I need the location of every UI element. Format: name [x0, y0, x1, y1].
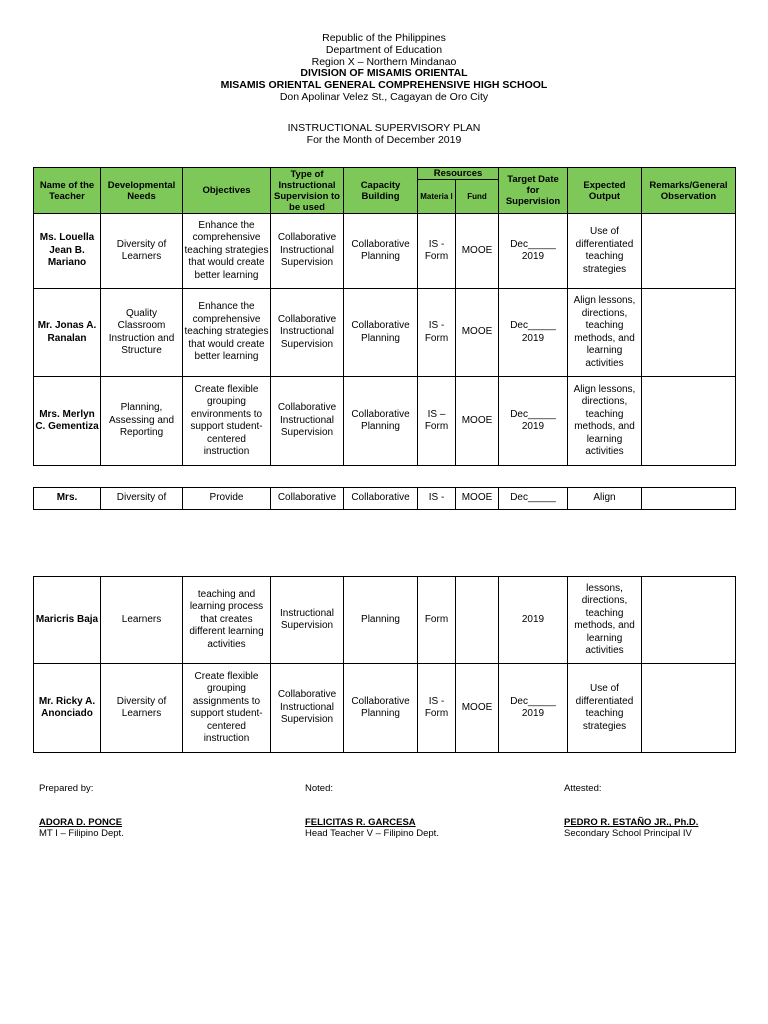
fund: MOOE — [456, 214, 499, 289]
supervision-type: Collaborative Instructional Supervision — [271, 214, 344, 289]
header-line-region: Region X – Northern Mindanao — [311, 55, 457, 68]
attester-name: PEDRO R. ESTAÑO JR., Ph.D. — [564, 817, 699, 828]
signature-noted — [305, 783, 439, 839]
col-header-resources: Resources — [418, 168, 499, 180]
target-date: Dec_____ — [499, 488, 568, 510]
prepared-by-label: Prepared by: — [39, 783, 94, 794]
noter-name: FELICITAS R. GARCESA — [305, 817, 416, 828]
objectives: Create flexible grouping environments to support student-centered instruction — [183, 377, 271, 466]
supervision-type: Instructional Supervision — [271, 577, 344, 664]
supervisory-plan-table-continued — [33, 576, 736, 753]
capacity-building: Collaborative — [344, 488, 418, 510]
fund — [456, 577, 499, 664]
noter-position: Head Teacher V – Filipino Dept. — [305, 828, 439, 839]
document-header — [0, 33, 768, 104]
table-row — [34, 289, 736, 377]
material: IS – Form — [418, 377, 456, 466]
signature-attested — [564, 783, 698, 839]
teacher-name: Mrs. Merlyn C. Gementiza — [34, 377, 101, 466]
col-header-output: Expected Output — [568, 168, 642, 214]
header-line-department: Department of Education — [325, 43, 443, 56]
material: IS - Form — [418, 214, 456, 289]
supervision-type: Collaborative Instructional Supervision — [271, 289, 344, 377]
material: IS - Form — [418, 289, 456, 377]
objectives: teaching and learning process that creates different learning activities — [183, 577, 271, 664]
col-header-capacity: Capacity Building — [344, 168, 418, 214]
material: Form — [418, 577, 456, 664]
col-header-name: Name of the Teacher — [34, 168, 101, 214]
table-row — [34, 377, 736, 466]
expected-output: lessons, directions, teaching methods, and learning activities — [568, 577, 642, 664]
table-row — [34, 214, 736, 289]
expected-output: Use of differentiated teaching strategies — [568, 214, 642, 289]
table-row — [34, 488, 736, 510]
objectives: Create flexible grouping assignments to support student-centered instruction — [183, 664, 271, 753]
col-header-target: Target Date for Supervision — [499, 168, 568, 214]
objectives: Provide — [183, 488, 271, 510]
material: IS - Form — [418, 664, 456, 753]
fund: MOOE — [456, 289, 499, 377]
target-date: 2019 — [499, 577, 568, 664]
plan-subtitle: For the Month of December 2019 — [306, 133, 462, 146]
supervision-type: Collaborative Instructional Supervision — [271, 664, 344, 753]
expected-output: Align — [568, 488, 642, 510]
material: IS - — [418, 488, 456, 510]
remarks — [642, 577, 736, 664]
objectives: Enhance the comprehensive teaching strategies that would create better learning — [183, 289, 271, 377]
supervisory-plan-table — [33, 167, 736, 466]
attester-position: Secondary School Principal IV — [564, 828, 692, 839]
objectives: Enhance the comprehensive teaching strategies that would create better learning — [183, 214, 271, 289]
target-date: Dec_____ 2019 — [499, 664, 568, 753]
teacher-name: Mrs. — [34, 488, 101, 510]
developmental-needs: Learners — [101, 577, 183, 664]
preparer-name: ADORA D. PONCE — [39, 817, 123, 828]
remarks — [642, 214, 736, 289]
col-header-fund: Fund — [456, 180, 499, 214]
target-date: Dec_____ 2019 — [499, 377, 568, 466]
developmental-needs: Planning, Assessing and Reporting — [101, 377, 183, 466]
target-date: Dec_____ 2019 — [499, 289, 568, 377]
teacher-name: Ms. Louella Jean B. Mariano — [34, 214, 101, 289]
signature-prepared — [39, 783, 124, 839]
supervisory-plan-table-split-top — [33, 487, 736, 510]
capacity-building: Collaborative Planning — [344, 377, 418, 466]
fund: MOOE — [456, 664, 499, 753]
header-line-school: MISAMIS ORIENTAL GENERAL COMPREHENSIVE HIGH SCHOOL — [220, 79, 548, 92]
remarks — [642, 488, 736, 510]
remarks — [642, 289, 736, 377]
developmental-needs: Diversity of Learners — [101, 664, 183, 753]
header-line-republic: Republic of the Philippines — [322, 32, 446, 44]
remarks — [642, 377, 736, 466]
attested-label: Attested: — [564, 783, 602, 794]
developmental-needs: Diversity of — [101, 488, 183, 510]
col-header-type: Type of Instructional Supervision to be used — [271, 168, 344, 214]
expected-output: Align lessons, directions, teaching methods, and learning activities — [568, 377, 642, 466]
plan-title: INSTRUCTIONAL SUPERVISORY PLAN — [287, 122, 481, 134]
expected-output: Align lessons, directions, teaching methods, and learning activities — [568, 289, 642, 377]
fund: MOOE — [456, 377, 499, 466]
plan-title-block — [0, 123, 768, 147]
developmental-needs: Diversity of Learners — [101, 214, 183, 289]
capacity-building: Collaborative Planning — [344, 664, 418, 753]
capacity-building: Planning — [344, 577, 418, 664]
supervision-type: Collaborative Instructional Supervision — [271, 377, 344, 466]
remarks — [642, 664, 736, 753]
table-row — [34, 577, 736, 664]
supervision-type: Collaborative — [271, 488, 344, 510]
developmental-needs: Quality Classroom Instruction and Structure — [101, 289, 183, 377]
col-header-objectives: Objectives — [183, 168, 271, 214]
target-date: Dec_____ 2019 — [499, 214, 568, 289]
col-header-remarks: Remarks/General Observation — [642, 168, 736, 214]
header-line-address: Don Apolinar Velez St., Cagayan de Oro City — [279, 90, 489, 103]
teacher-name: Mr. Ricky A. Anonciado — [34, 664, 101, 753]
col-header-material: Materia l — [418, 180, 456, 214]
teacher-name: Maricris Baja — [34, 577, 101, 664]
preparer-position: MT I – Filipino Dept. — [39, 828, 124, 839]
table-row — [34, 664, 736, 753]
fund: MOOE — [456, 488, 499, 510]
teacher-name: Mr. Jonas A. Ranalan — [34, 289, 101, 377]
expected-output: Use of differentiated teaching strategies — [568, 664, 642, 753]
noted-label: Noted: — [305, 783, 333, 794]
header-line-division: DIVISION OF MISAMIS ORIENTAL — [300, 67, 468, 80]
capacity-building: Collaborative Planning — [344, 214, 418, 289]
capacity-building: Collaborative Planning — [344, 289, 418, 377]
col-header-needs: Developmental Needs — [101, 168, 183, 214]
